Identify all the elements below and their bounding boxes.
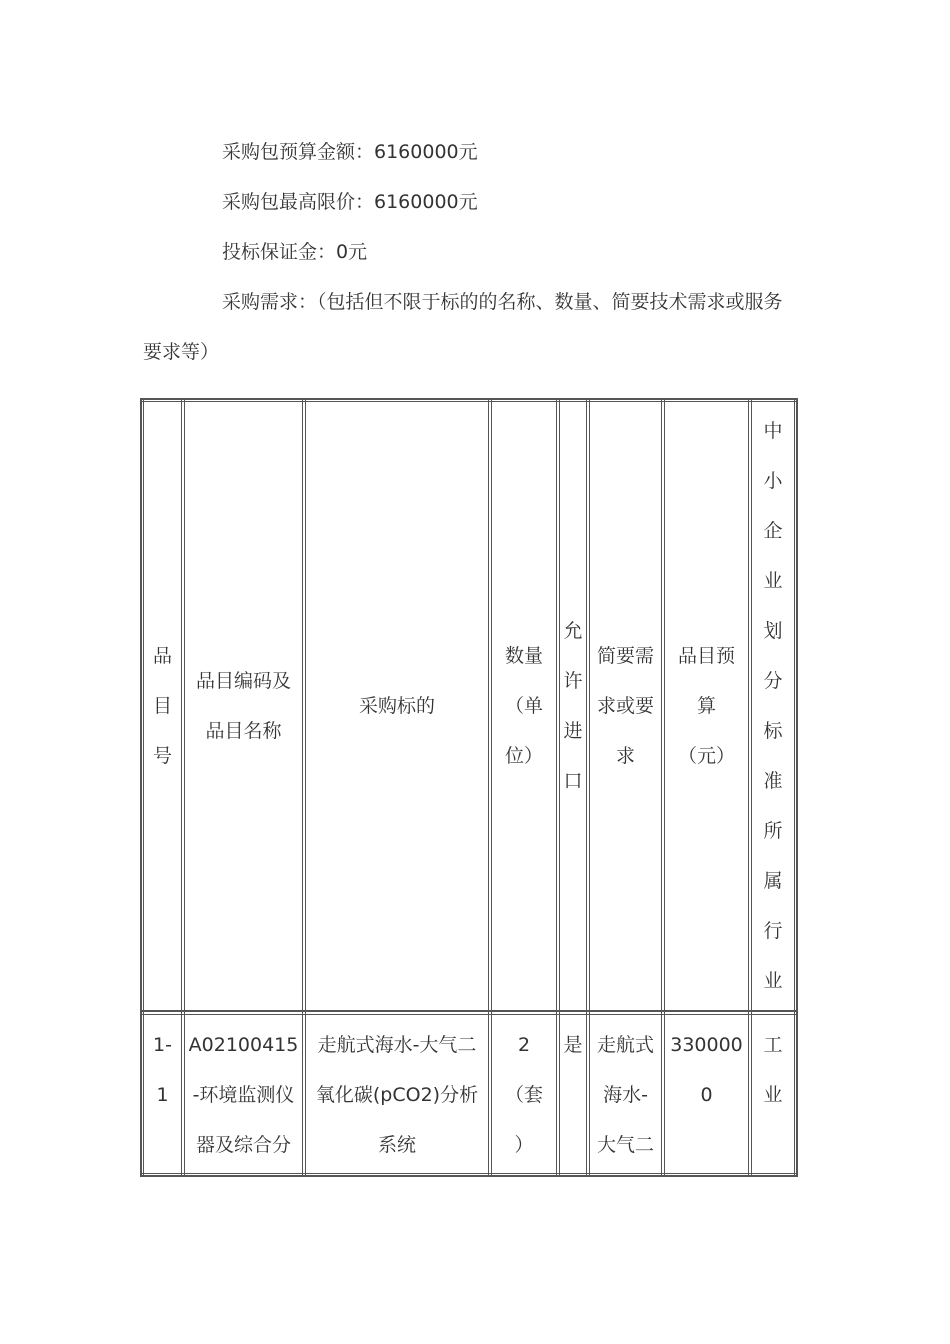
header-budget xyxy=(665,402,748,1010)
header-text: 目 xyxy=(152,695,172,717)
table-border-bottom-inner xyxy=(140,1173,798,1174)
header-text: 所 xyxy=(763,820,783,842)
header-text: 允 xyxy=(563,620,583,642)
header-text: 企 xyxy=(763,520,783,542)
max-price-text: 采购包最高限价：6160000元 xyxy=(222,191,478,213)
col-border-8 xyxy=(796,398,798,1177)
requirement-text-line1: 采购需求：（包括但不限于标的的名称、数量、简要技术需求或服务 xyxy=(222,291,783,313)
cell-text: ） xyxy=(514,1134,534,1156)
cell-text: 走航式 xyxy=(596,1034,654,1056)
header-text: 简要需 xyxy=(596,645,654,667)
header-text: 小 xyxy=(763,470,783,492)
requirement-text-line2: 要求等） xyxy=(143,341,220,363)
header-item-code-name xyxy=(185,402,302,1010)
header-text: 分 xyxy=(763,670,783,692)
cell-text: 2 xyxy=(517,1034,531,1056)
col-border-3 xyxy=(488,398,489,1177)
cell-text: 330000 xyxy=(670,1034,743,1056)
cell-text: 氧化碳(pCO2)分析 xyxy=(315,1084,479,1106)
header-text: 划 xyxy=(763,620,783,642)
table-header-divider-inner xyxy=(140,1014,798,1015)
cell-item-no xyxy=(144,1020,181,1170)
header-text: 准 xyxy=(763,770,783,792)
header-text: 口 xyxy=(563,770,583,792)
cell-text: A02100415 xyxy=(188,1034,299,1056)
header-text: 属 xyxy=(763,870,783,892)
header-text: 算 xyxy=(696,695,716,717)
header-text: 进 xyxy=(563,720,583,742)
cell-brief-requirement xyxy=(590,1020,661,1170)
cell-text: （套 xyxy=(504,1084,543,1106)
cell-import-allowed xyxy=(560,1020,586,1170)
bid-deposit-text: 投标保证金：0元 xyxy=(222,241,368,263)
cell-budget xyxy=(665,1020,748,1170)
header-subject xyxy=(306,402,488,1010)
cell-text: 系统 xyxy=(377,1134,416,1156)
header-text: （元） xyxy=(677,745,735,767)
cell-text: 走航式海水-大气二 xyxy=(317,1034,477,1056)
header-text: （单 xyxy=(504,695,543,717)
col-border-1 xyxy=(181,398,182,1177)
header-text: 业 xyxy=(763,970,783,992)
col-border-7 xyxy=(748,398,749,1177)
cell-item-code-name xyxy=(185,1020,302,1170)
cell-text: 1 xyxy=(156,1084,169,1106)
cell-text: 器及综合分 xyxy=(195,1134,291,1156)
header-text: 中 xyxy=(763,420,783,442)
header-sme-industry xyxy=(752,402,794,1010)
procurement-table xyxy=(140,398,798,1177)
cell-text: 海水- xyxy=(603,1084,648,1106)
budget-amount-text: 采购包预算金额：6160000元 xyxy=(222,141,478,163)
header-brief-requirement xyxy=(590,402,661,1010)
header-text: 求或要 xyxy=(596,695,654,717)
header-item-no xyxy=(144,402,181,1010)
col-border-6 xyxy=(661,398,662,1177)
col-border-5 xyxy=(586,398,587,1177)
header-text: 品目编码及 xyxy=(195,670,291,692)
header-text: 许 xyxy=(563,670,583,692)
cell-quantity xyxy=(492,1020,556,1170)
table-header-divider xyxy=(140,1010,798,1012)
table-border-top xyxy=(140,398,798,400)
header-text: 采购标的 xyxy=(358,695,435,717)
col-border-8-inner xyxy=(794,398,795,1177)
cell-text: 业 xyxy=(763,1084,783,1106)
header-quantity xyxy=(492,402,556,1010)
col-border-4 xyxy=(556,398,557,1177)
cell-text: -环境监测仪 xyxy=(192,1084,295,1106)
col-border-0 xyxy=(140,398,142,1177)
col-border-2 xyxy=(302,398,303,1177)
header-text: 品 xyxy=(152,645,172,667)
header-text: 行 xyxy=(763,920,783,942)
header-text: 标 xyxy=(763,720,783,742)
cell-subject xyxy=(306,1020,488,1170)
cell-text: 工 xyxy=(763,1034,783,1056)
header-text: 品目名称 xyxy=(205,720,282,742)
cell-text: 大气二 xyxy=(596,1134,654,1156)
table-border-bottom xyxy=(140,1175,798,1177)
header-text: 品目预 xyxy=(677,645,735,667)
header-text: 号 xyxy=(152,745,172,767)
cell-text: 0 xyxy=(700,1084,713,1106)
header-text: 业 xyxy=(763,570,783,592)
cell-text: 1- xyxy=(153,1034,172,1056)
cell-sme-industry xyxy=(752,1020,794,1170)
header-text: 求 xyxy=(615,745,635,767)
header-text: 数量 xyxy=(504,645,543,667)
header-text: 位） xyxy=(504,745,543,767)
cell-text: 是 xyxy=(563,1034,583,1056)
header-import-allowed xyxy=(560,402,586,1010)
